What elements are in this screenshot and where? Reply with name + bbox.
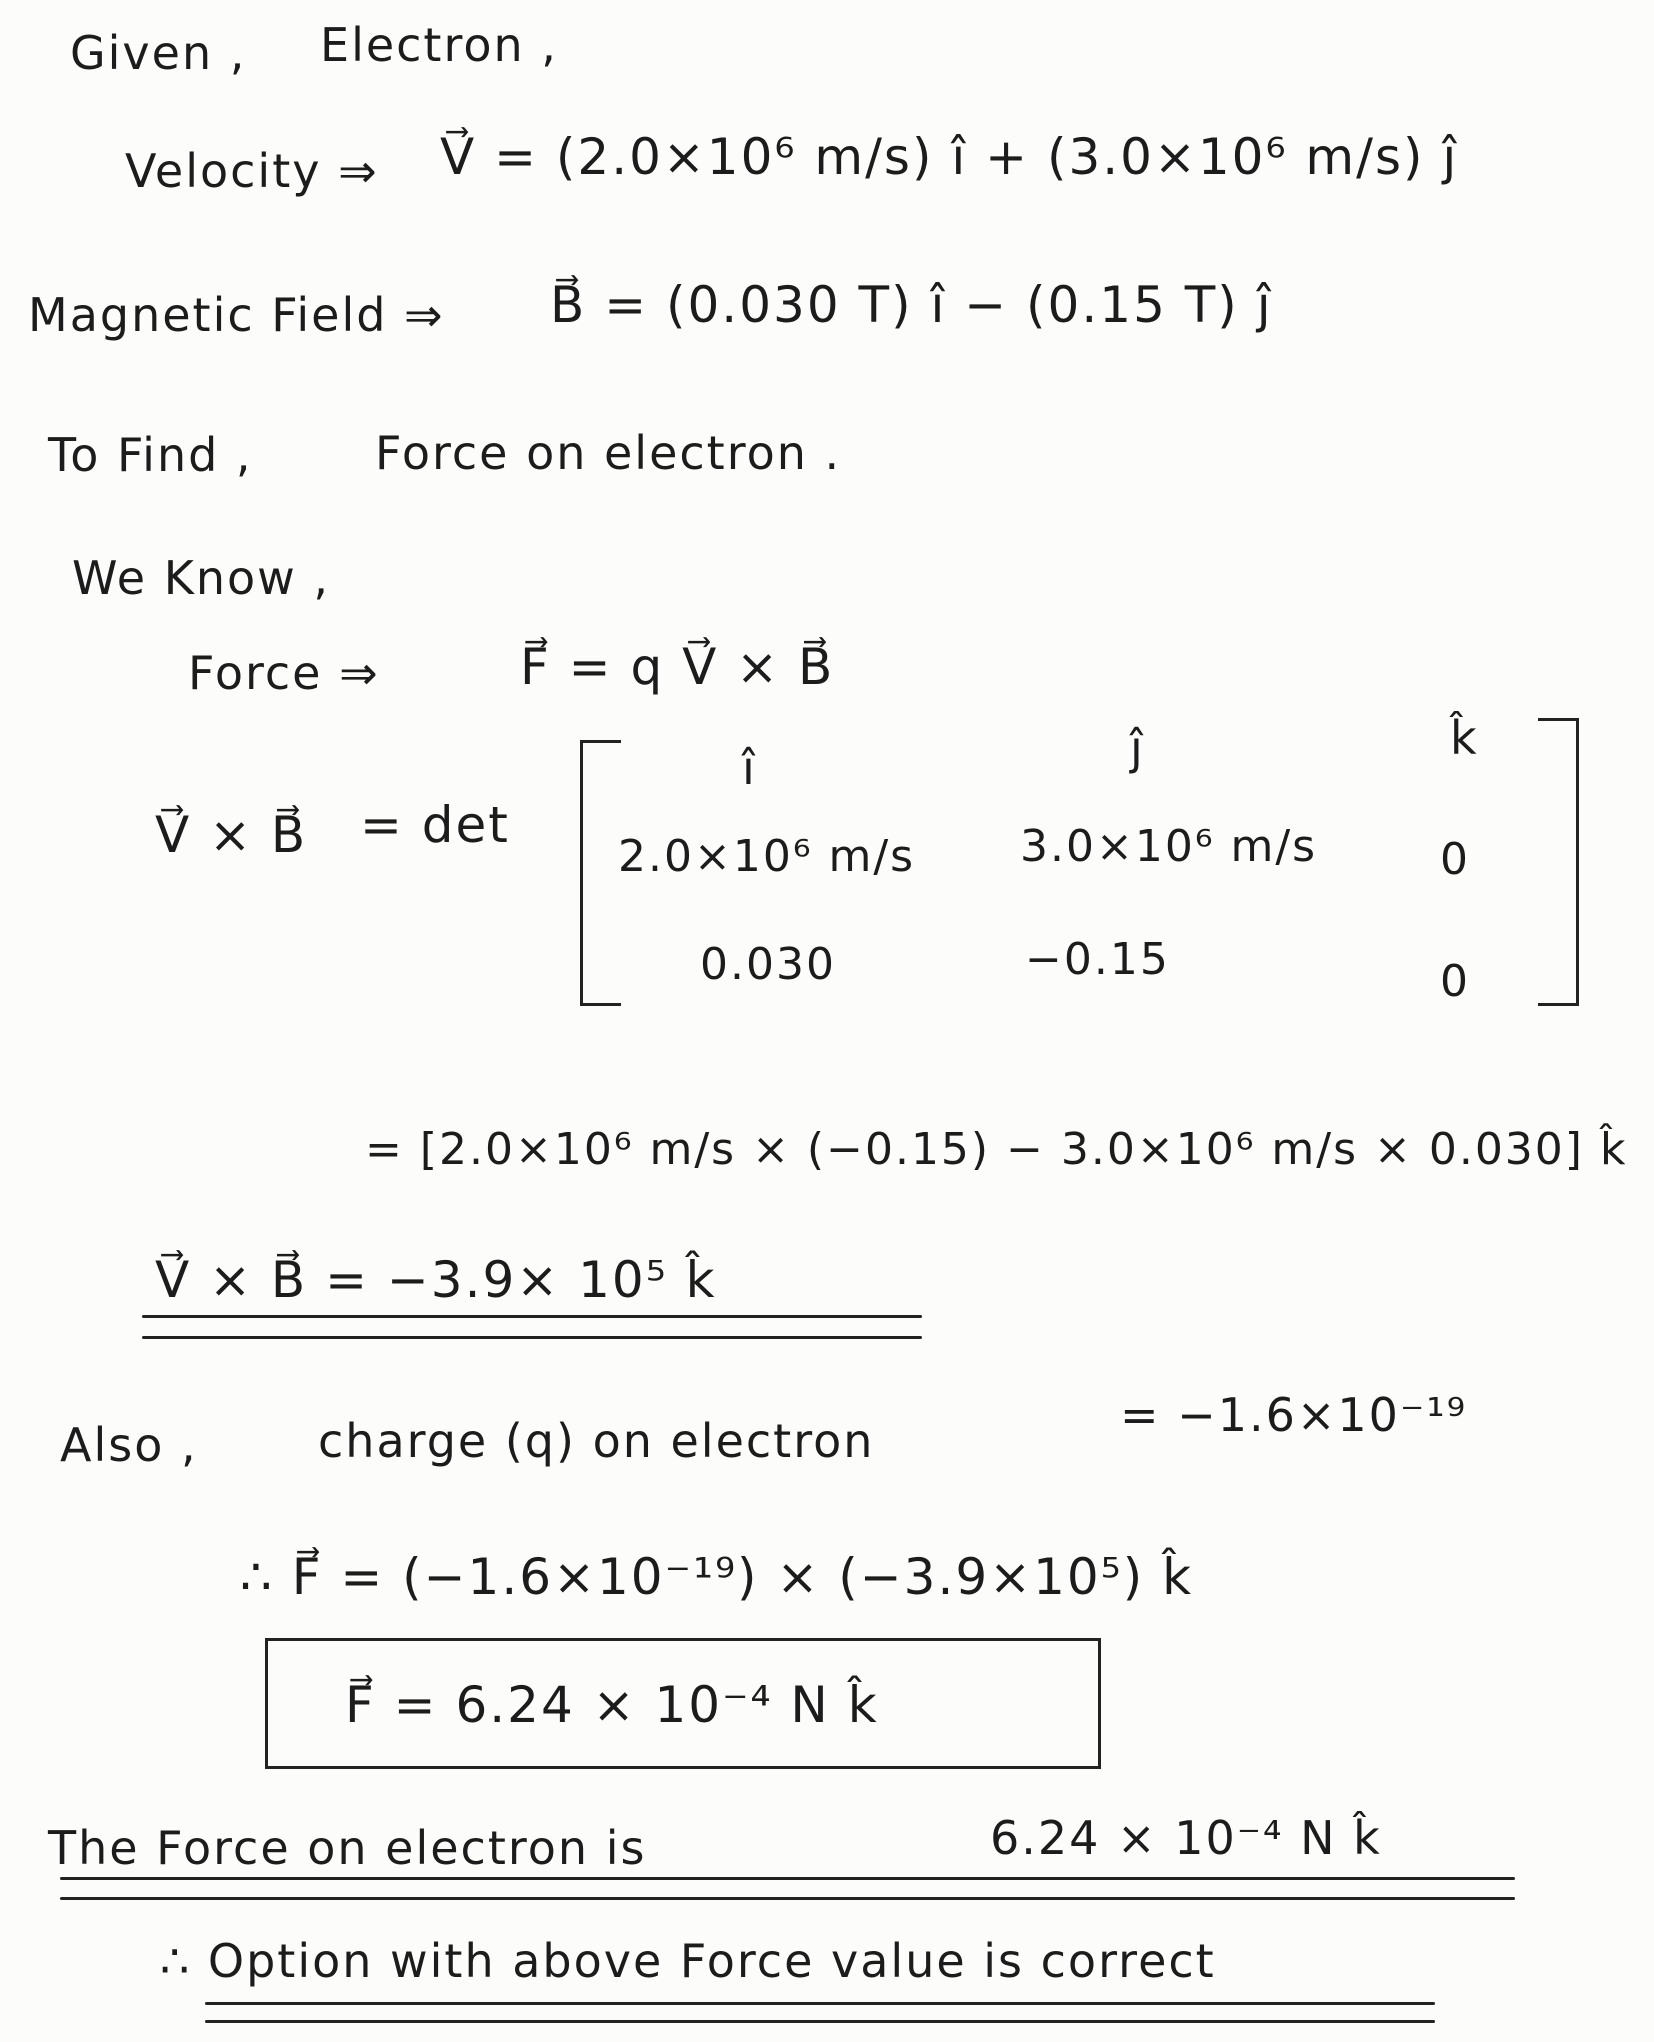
force-formula: F⃗ = q V⃗ × B⃗ [520, 638, 835, 696]
final-underline [205, 2002, 1435, 2005]
conclusion-text: The Force on electron is [48, 1821, 647, 1875]
conclusion-double-underline [60, 1897, 1515, 1900]
matrix-r1-c1: 2.0×10⁶ m/s [618, 831, 916, 882]
also-label: Also , [60, 1418, 198, 1472]
conclusion-underline [60, 1877, 1515, 1880]
force-result: F⃗ = 6.24 × 10⁻⁴ N k̂ [345, 1676, 879, 1734]
result-double-underline [142, 1336, 922, 1339]
magnetic-field-label: Magnetic Field ⇒ [28, 288, 445, 342]
force-calculation: ∴ F⃗ = (−1.6×10⁻¹⁹) × (−3.9×10⁵) k̂ [240, 1548, 1194, 1606]
we-know: We Know , [72, 551, 331, 605]
velocity-expression: V⃗ = (2.0×10⁶ m/s) î + (3.0×10⁶ m/s) ĵ [440, 128, 1459, 186]
matrix-r2-c1: 0.030 [700, 939, 836, 990]
matrix-r1-c3: 0 [1440, 834, 1470, 885]
cross-product-result: V⃗ × B⃗ = −3.9× 10⁵ k̂ [155, 1251, 717, 1309]
velocity-label: Velocity ⇒ [125, 144, 379, 198]
matrix-right-bracket [1538, 718, 1579, 1006]
final-statement: ∴ Option with above Force value is correct [160, 1934, 1216, 1988]
cross-product-label: V⃗ × B⃗ [155, 806, 308, 864]
det-label: = det [360, 796, 510, 854]
matrix-header-j: ĵ [1130, 721, 1145, 775]
charge-value: = −1.6×10⁻¹⁹ [1120, 1388, 1468, 1442]
matrix-header-k: k̂ [1450, 711, 1479, 765]
given-subject: Electron , [320, 18, 558, 72]
given-label: Given , [70, 26, 247, 80]
to-find-label: To Find , [48, 428, 253, 482]
matrix-r2-c2: −0.15 [1025, 934, 1170, 985]
matrix-r1-c2: 3.0×10⁶ m/s [1020, 821, 1318, 872]
determinant-expansion: = [2.0×10⁶ m/s × (−0.15) − 3.0×10⁶ m/s × 0.030] k̂ [365, 1124, 1628, 1175]
matrix-header-i: î [742, 741, 757, 795]
conclusion-value: 6.24 × 10⁻⁴ N k̂ [990, 1811, 1382, 1865]
matrix-left-bracket [580, 740, 621, 1006]
magnetic-field-expression: B⃗ = (0.030 T) î − (0.15 T) ĵ [550, 276, 1273, 334]
to-find-text: Force on electron . [375, 426, 842, 480]
result-underline [142, 1315, 922, 1318]
charge-text: charge (q) on electron [318, 1414, 875, 1468]
final-double-underline [205, 2020, 1435, 2023]
force-label: Force ⇒ [188, 646, 380, 700]
matrix-r2-c3: 0 [1440, 956, 1470, 1007]
